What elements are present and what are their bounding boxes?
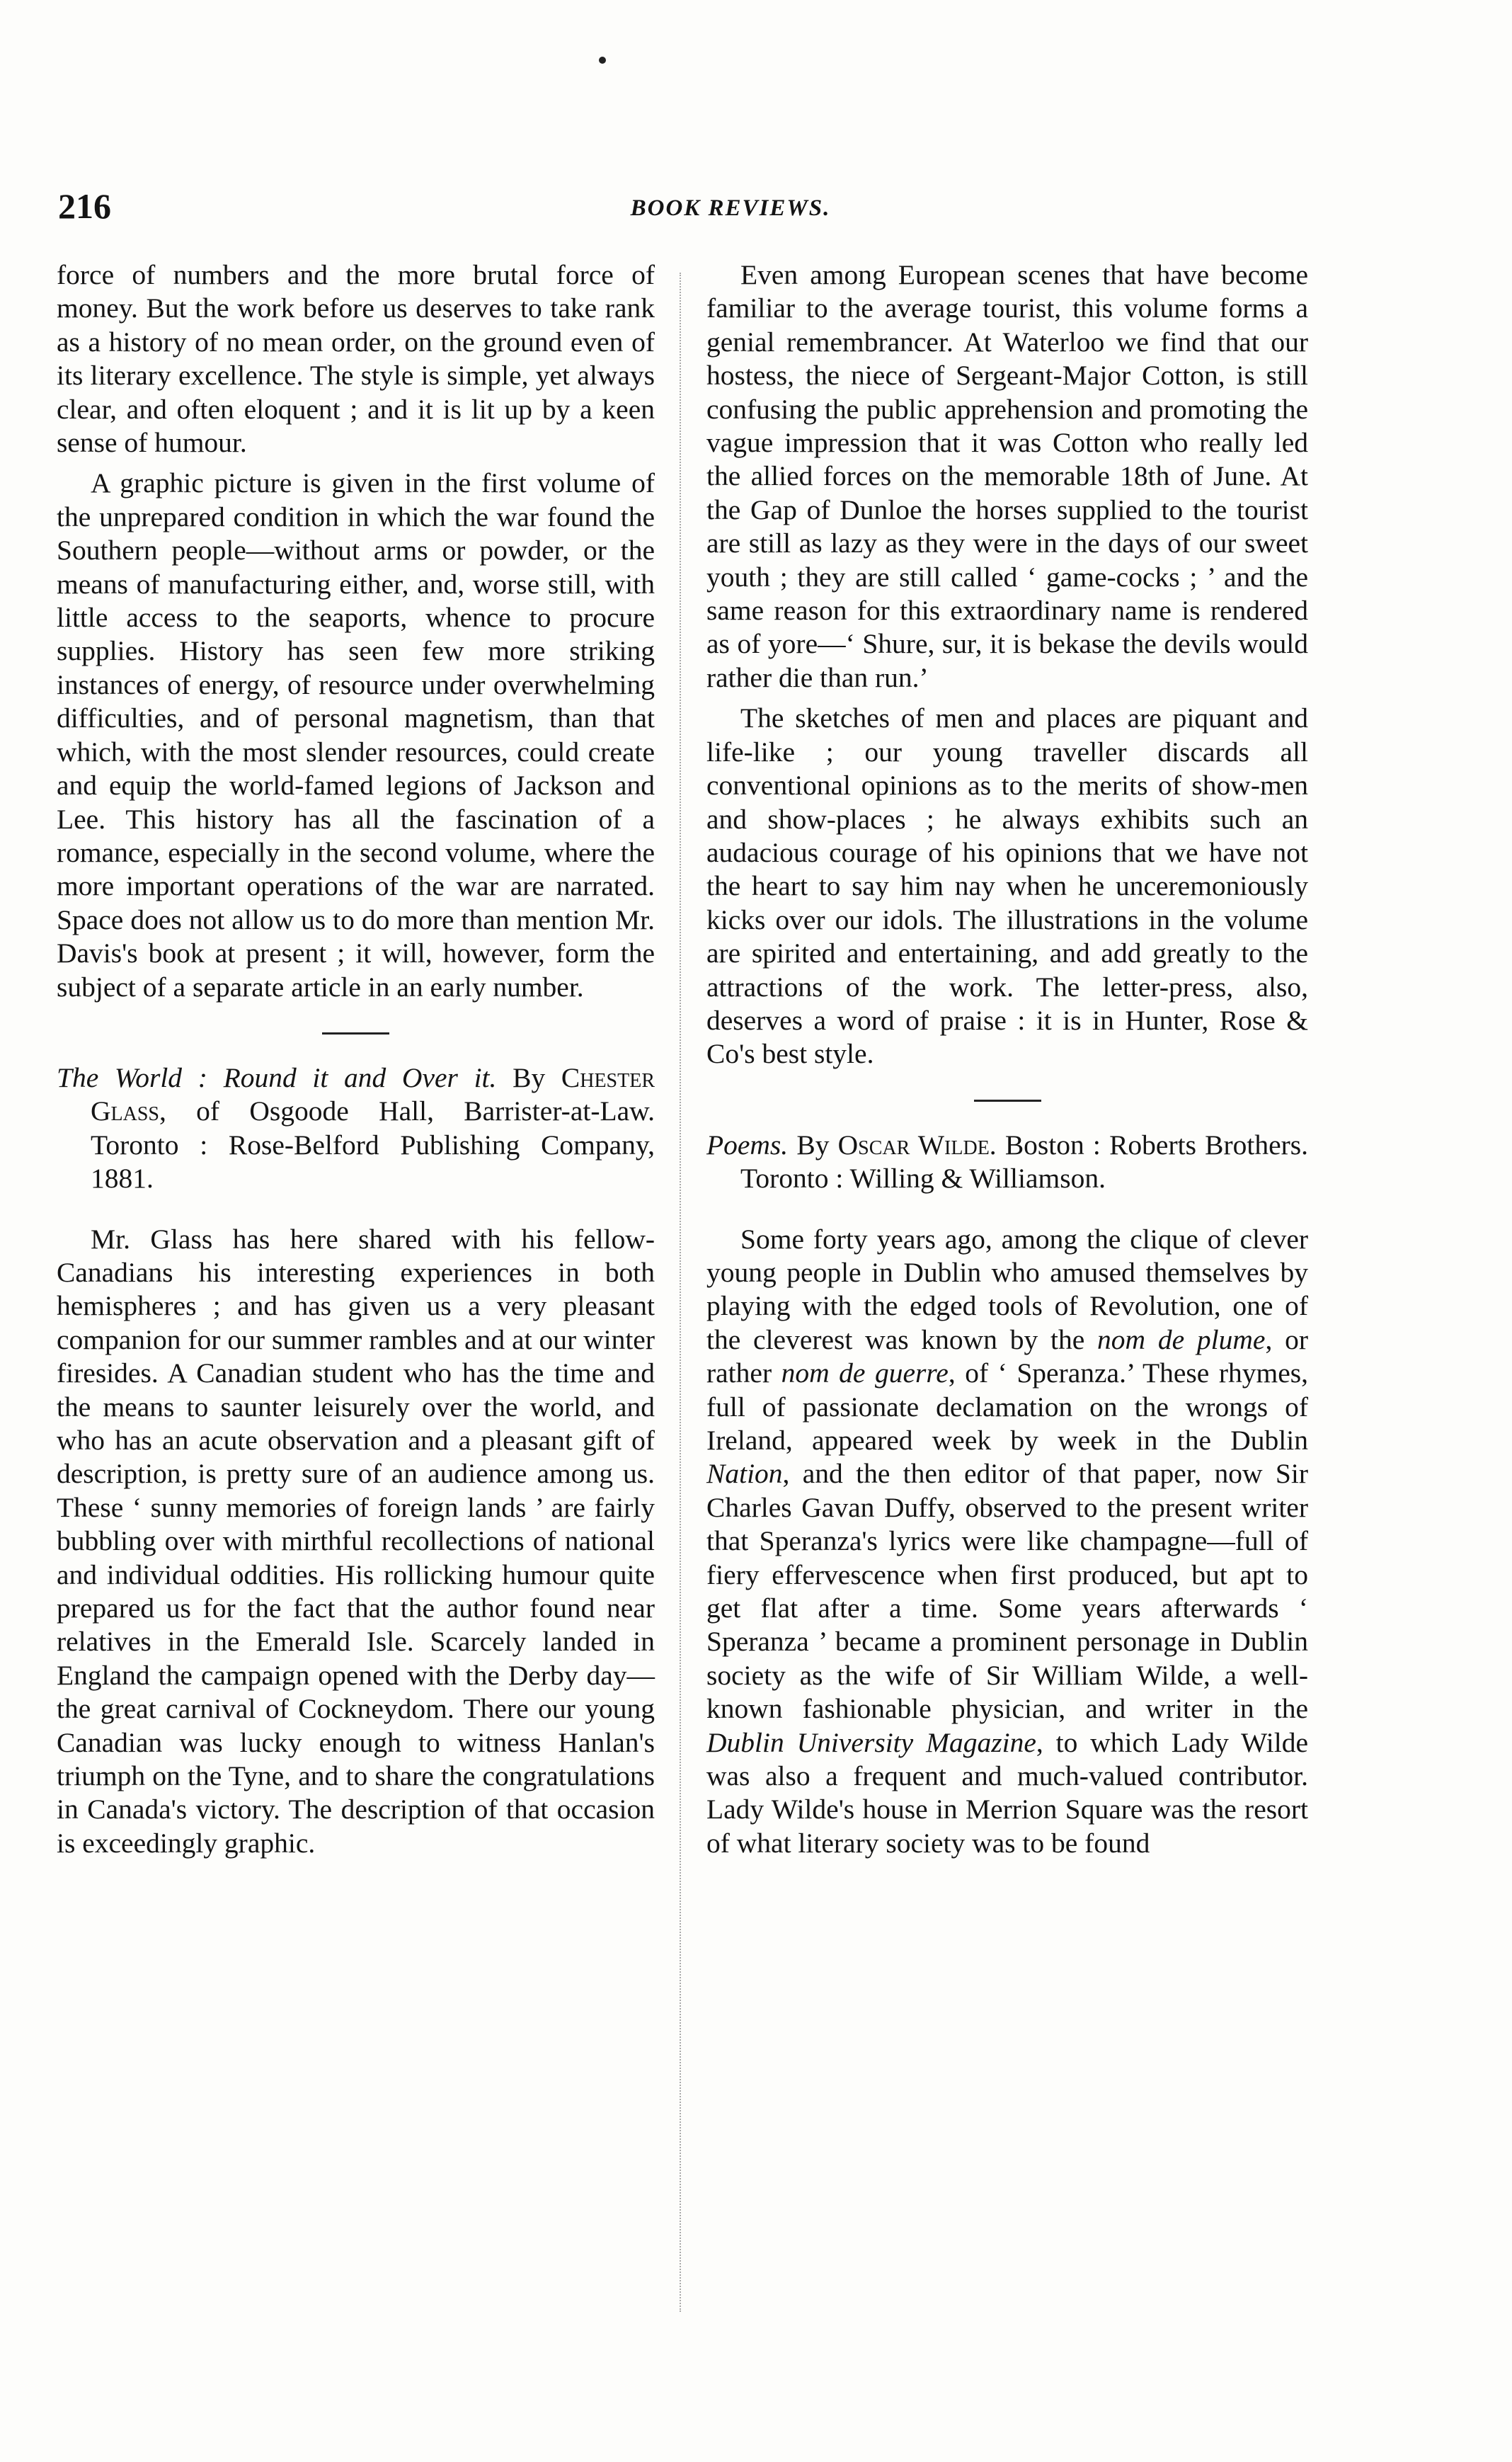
by-label: By	[512, 1061, 546, 1093]
publication-info: . Boston : Roberts Brothers. Toronto : Willing & Williamson.	[740, 1129, 1309, 1195]
left-column	[57, 258, 655, 1860]
author-name: Oscar Wilde	[837, 1129, 990, 1161]
review-heading	[706, 1129, 1308, 1196]
section-rule	[974, 1100, 1041, 1102]
author-name: Chester Glass	[91, 1061, 655, 1127]
page-header	[58, 186, 1403, 235]
ink-speck	[599, 57, 606, 64]
paragraph: Mr. Glass has here shared with his fellow-Canadians his interesting experiences in both hemispheres ; and has given us a very pleasant companion for our summer rambles and at our winter firesides. A Canadian student who has the time and the means to saunter leisurely over the world, and who has an acute observation and a pleasant gift of description, is pretty sure of an audience among us. These ‘ sunny memories of foreign lands ’ are fairly bubbling over with mirthful recollections of national and individual oddities. His rollicking humour quite prepared us for the fact that the author found near relatives in the Emerald Isle. Scarcely landed in England the campaign opened with the Derby day—the great carnival of Cockneydom. There our young Canadian was lucky enough to witness Hanlan's triumph on the Tyne, and to share the congratulations in Canada's victory. The description of that occasion is exceedingly graphic.	[57, 1223, 655, 1859]
right-column	[706, 258, 1308, 1860]
by-label: By	[796, 1129, 830, 1161]
book-title: Poems.	[706, 1129, 789, 1161]
publication-info: , of Osgoode Hall, Barrister-at-Law. Toronto : Rose-Belford Publishing Company, 1881.	[91, 1095, 655, 1195]
book-title: The World : Round it and Over it.	[57, 1061, 497, 1093]
paragraph: A graphic picture is given in the first volume of the unprepared condition in which the war found the Southern people—without arms or powder, or the means of manufacturing either, and, worse still, with little access to the seaports, whence to procure supplies. History has seen few more striking instances of energy, of resource under overwhelming difficulties, and of personal magnetism, than that which, with the most slender resources, could create and equip the world-famed legions of Jackson and Lee. This history has all the fascination of a romance, especially in the second volume, where the more important operations of the war are narrated. Space does not allow us to do more than mention Mr. Davis's book at present ; it will, however, form the subject of a separate article in an early number.	[57, 467, 655, 1003]
paragraph: Even among European scenes that have become familiar to the average tourist, this volume forms a genial remembrancer. At Waterloo we find that our hostess, the niece of Sergeant-Major Cotton, is still confusing the public apprehension and promoting the vague impression that it was Cotton who really led the allied forces on the memorable 18th of June. At the Gap of Dunloe the horses supplied to the tourist are still as lazy as they were in the days of our sweet youth ; they are still called ‘ game-cocks ; ’ and the same reason for this extraordinary name is rendered as of yore—‘ Shure, sur, it is bekase the devils would rather die than run.’	[706, 259, 1308, 693]
running-head: BOOK REVIEWS.	[630, 195, 831, 221]
paragraph: force of numbers and the more brutal force of money. But the work before us deserves to take rank as a history of no mean order, on the ground even of its literary excellence. The style is simple, yet always clear, and often eloquent ; and it is lit up by a keen sense of humour.	[57, 259, 655, 459]
review-heading	[57, 1061, 655, 1196]
paragraph: The sketches of men and places are piquant and life-like ; our young traveller discards all conventional opinions as to the merits of show-men and show-places ; he always exhibits such an audacious courage of his opinions that we have not the heart to say him nay when he unceremoniously kicks over our idols. The illustrations in the volume are spirited and entertaining, and add greatly to the attractions of the work. The letter-press, also, deserves a word of praise : it is in Hunter, Rose & Co's best style.	[706, 702, 1308, 1070]
page-number: 216	[58, 186, 111, 226]
section-rule	[322, 1032, 389, 1035]
column-divider	[680, 273, 681, 2312]
paragraph: Some forty years ago, among the clique of clever young people in Dublin who amused themselves by playing with the edged tools of Revolution, one of the cleverest was known by the nom de plume, or rather nom de guerre, of ‘ Speranza.’ These rhymes, full of passionate declamation on the wrongs of Ireland, appeared week by week in the Dublin Nation, and the then editor of that paper, now Sir Charles Gavan Duffy, observed to the present writer that Speranza's lyrics were like champagne—full of fiery effervescence when first produced, but apt to get flat after a time. Some years afterwards ‘ Speranza ’ became a prominent personage in Dublin society as the wife of Sir William Wilde, a well-known fashionable physician, and writer in the Dublin University Magazine, to which Lady Wilde was also a frequent and much-valued contributor. Lady Wilde's house in Merrion Square was the resort of what literary society was to be found	[706, 1223, 1308, 1859]
